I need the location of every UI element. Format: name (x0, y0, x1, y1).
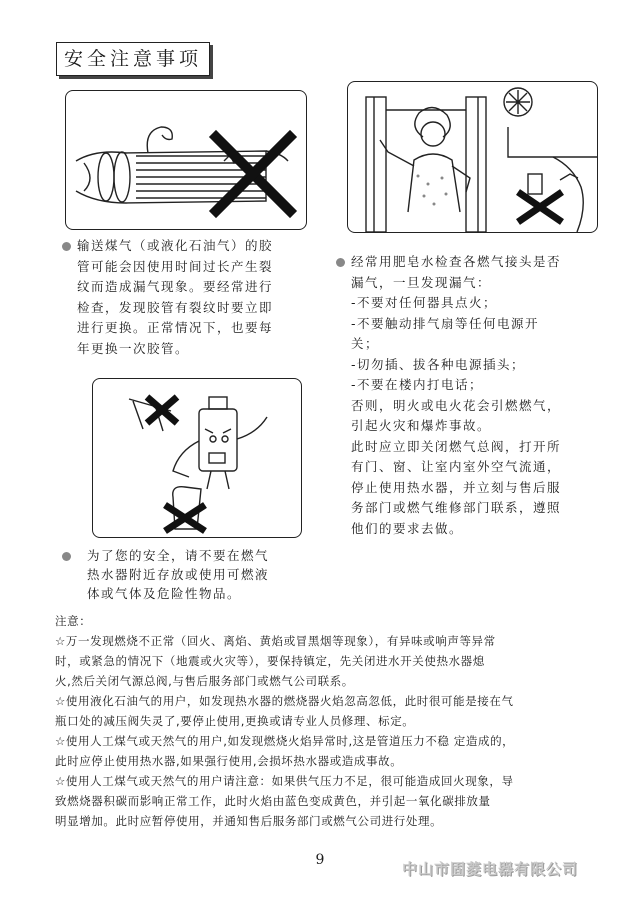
note-line: 致燃烧器积碳而影响正常工作，此时火焰由蓝色变成黄色，并引起一氧化碳排放量 (55, 794, 491, 808)
bullet-icon (62, 242, 71, 251)
note-line: ☆使用人工煤气或天然气的用户请注意：如果供气压力不足，很可能造成回火现象，导 (55, 774, 514, 788)
note-line: 火,然后关闭气源总阀,与售后服务部门或燃气公司联系。 (55, 674, 354, 688)
note-line: 瓶口处的减压阀失灵了,要停止使用,更换或请专业人员修理、标定。 (55, 714, 415, 728)
illustration-heater-flammables (92, 378, 302, 538)
illustration-gas-leak (347, 81, 598, 233)
illustration-hose (65, 90, 307, 230)
note-line: ☆使用液化石油气的用户，如发现热水器的燃烧器火焰忽高忽低，此时很可能是接在气 (55, 694, 514, 708)
flammables-warning-text: 为了您的安全，请不要在燃气 热水器附近存放或使用可燃液 体或气体及危险性物品。 (62, 546, 269, 603)
bullet-icon (62, 552, 71, 561)
note-line: 时，或紧急的情况下（地震或火灾等），要保持镇定，先关闭进水开关使热水器熄 (55, 654, 485, 668)
notes-section (55, 611, 600, 831)
bullet-icon (336, 258, 345, 267)
note-line: ☆使用人工煤气或天然气的用户,如发现燃烧火焰异常时,这是管道压力不稳 定造成的， (55, 734, 515, 748)
note-line: 此时应停止使用热水器,如果强行使用,会损坏热水器或造成事故。 (55, 754, 403, 768)
page-number: 9 (315, 852, 325, 868)
hose-warning-text: 输送煤气（或液化石油气）的胶 管可能会因使用时间过长产生裂 纹而造成漏气现象。要经常进行 检查，发现胶管有裂纹时要立即 进行更换。正常情况下，也要每 年更换一次胶管。 (62, 236, 273, 359)
note-line: 明显增加。此时应暂停使用，并通知售后服务部门或燃气公司进行处理。 (55, 814, 443, 828)
section-title: 安全注意事项 (56, 42, 210, 76)
gas-leak-instructions: 经常用肥皂水检查各燃气接头是否 漏气，一旦发现漏气： -不要对任何器具点火； -不要触动排气扇等任何电源开 关； -切勿插、拔各种电源插头； -不要在楼内打电话； 否则，明火或电火花会引燃燃气， 引起火灾和爆炸事故。 此时应立即关闭燃气总阀，打开所 有门、窗、让室内室外空气流通， 停止使用热水器，并立刻与售后服 务部门或燃气维修部门联系，遵照 他们的要求去做。 (336, 252, 561, 539)
notes-heading: 注意： (55, 614, 92, 628)
company-watermark: 中山市固菱电器有限公司 (401, 860, 578, 878)
note-line: ☆万一发现燃烧不正常（回火、离焰、黄焰或冒黑烟等现象），有异味或响声等异常 (55, 634, 496, 648)
